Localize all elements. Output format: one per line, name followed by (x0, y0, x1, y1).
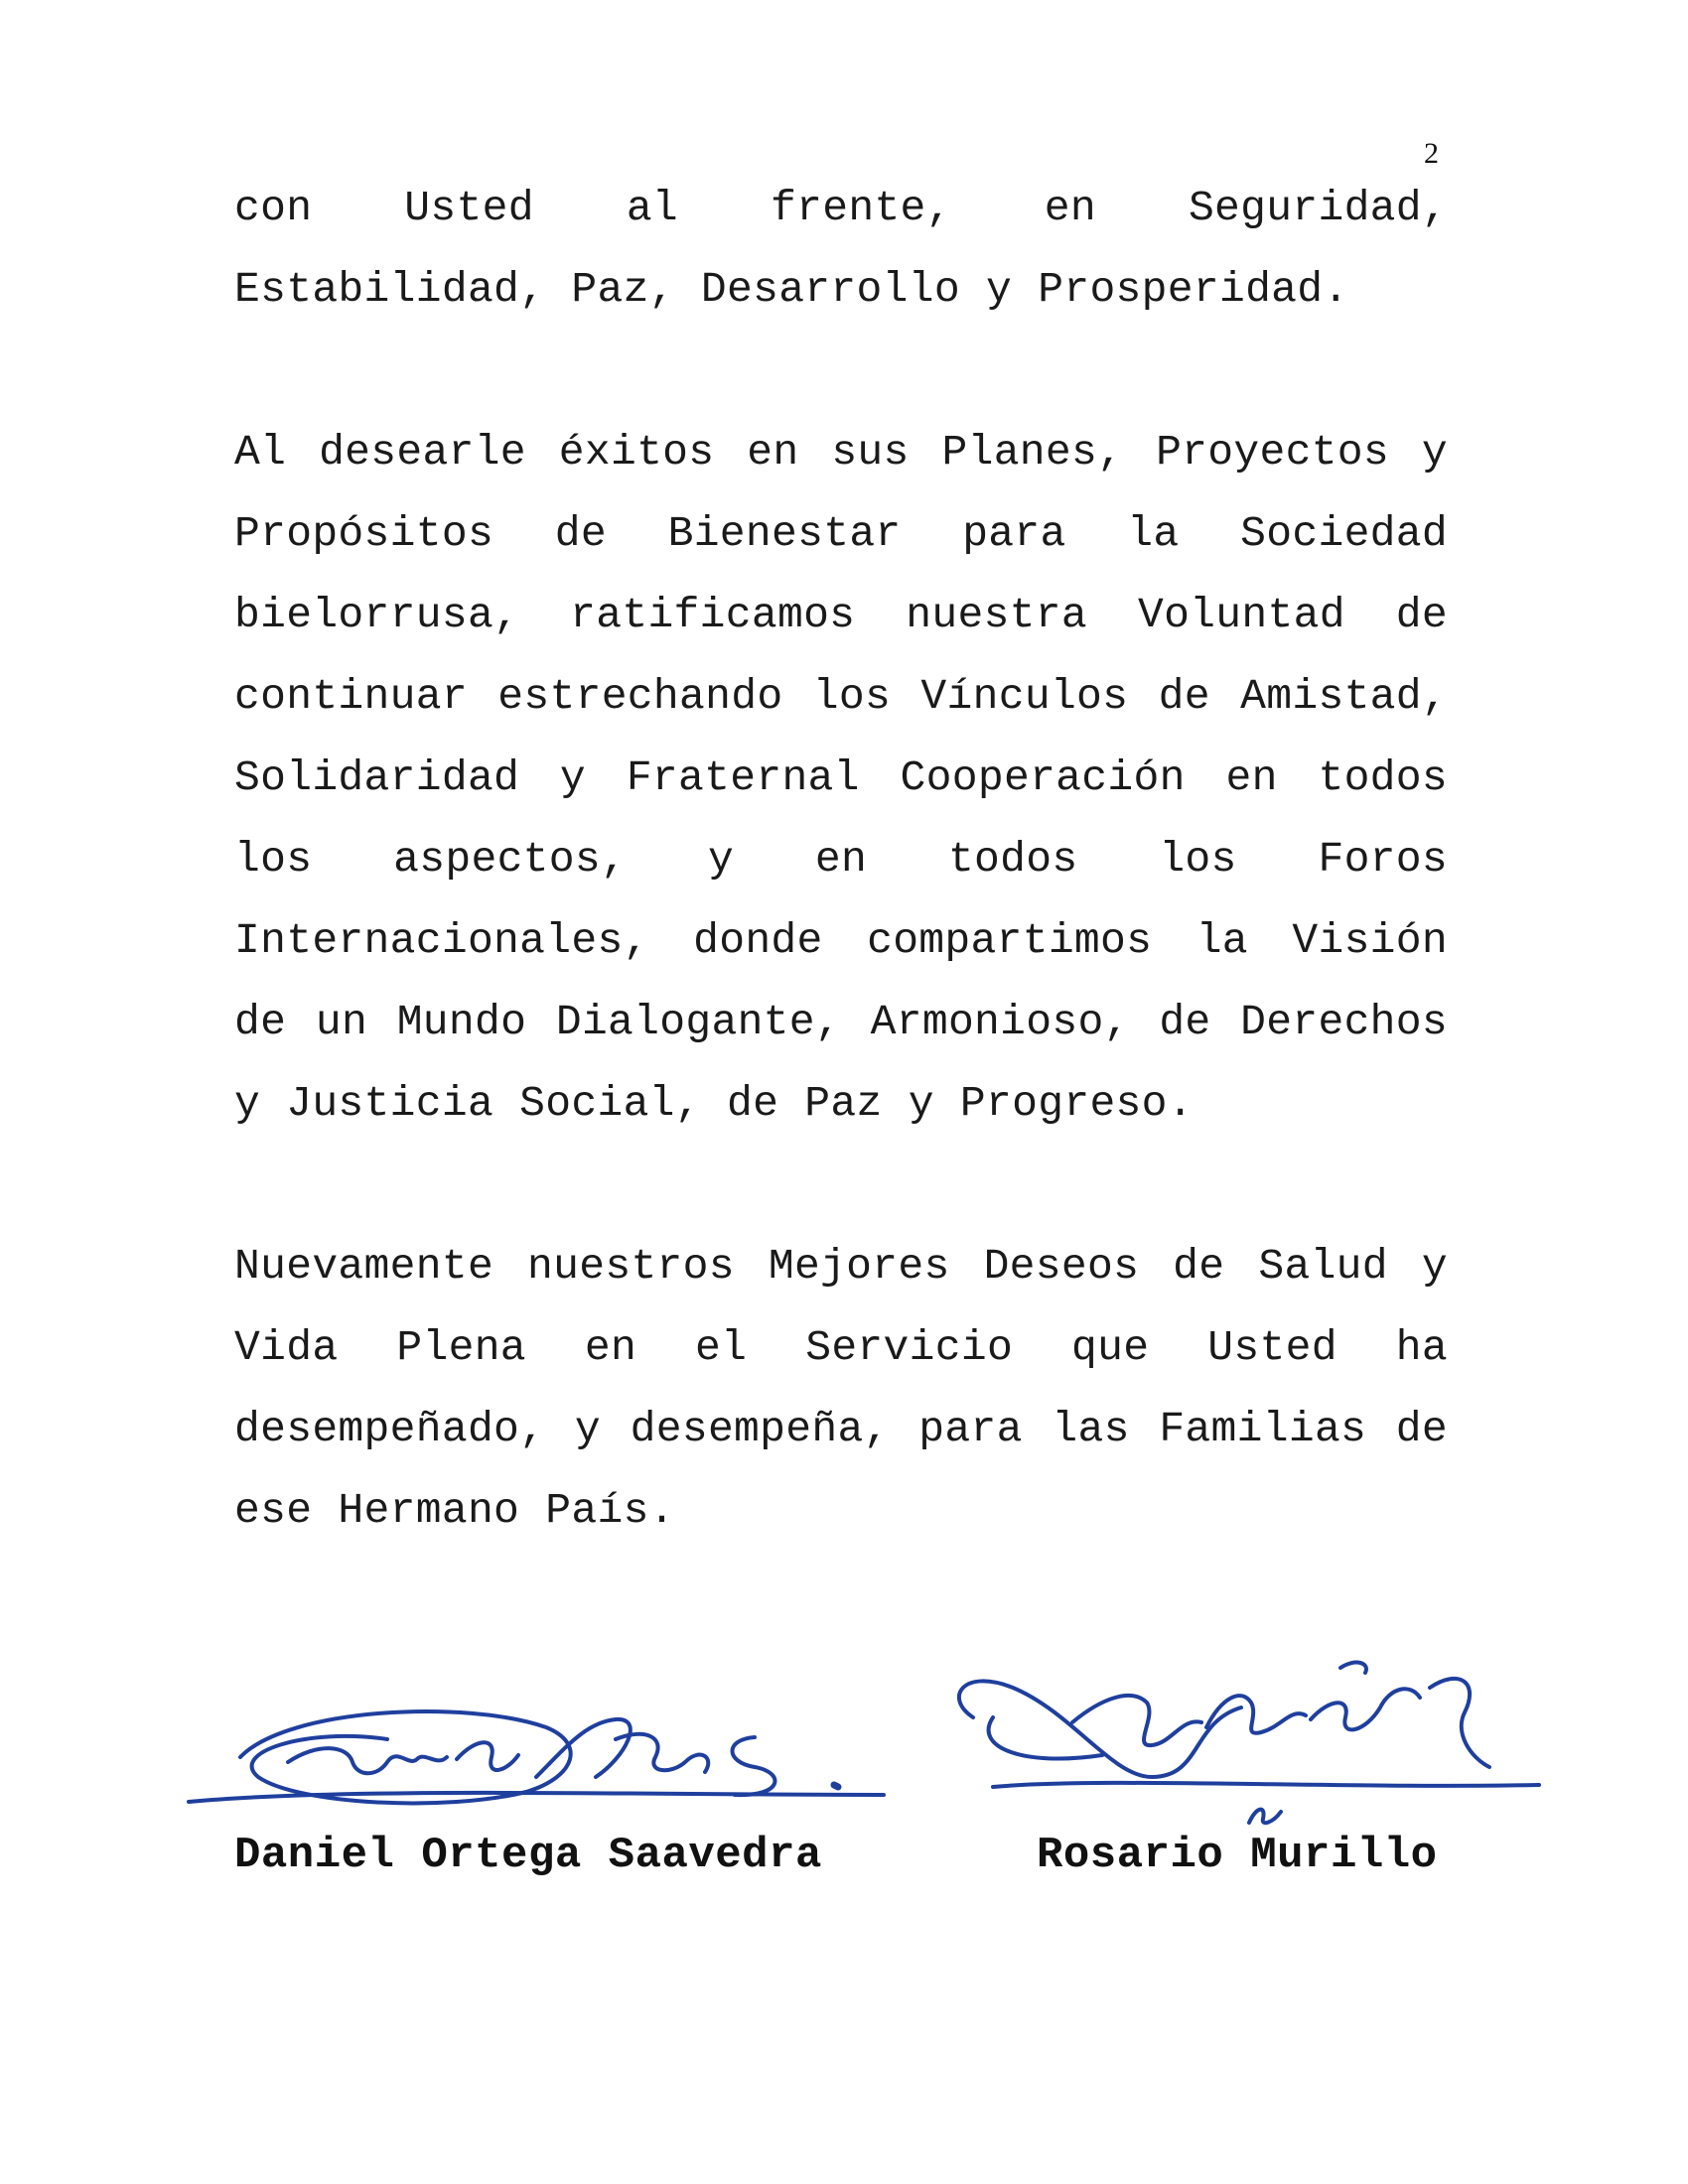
letter-body (234, 168, 1448, 1633)
signature-block (149, 1628, 1559, 1886)
signer-name-rosario-murillo: Rosario Murillo (1037, 1831, 1438, 1880)
signatures-drawing (149, 1628, 1559, 1827)
paragraph-wishes-cooperation: Al desearle éxitos en sus Planes, Proyectos y Propósitos de Bienestar para la Sociedad bielorrusa, ratificamos nuestra Voluntad de continuar estrechando los Vínculos de Amistad, Solidaridad y Fraternal Cooperación en todos los aspectos, y en todos los Foros Internacionales, donde compartimos la Visión de un Mundo Dialogante, Armonioso, de Derechos y Justicia Social, de Paz y Progreso. (234, 428, 1448, 1128)
signature-rosario-murillo (959, 1663, 1539, 1824)
paragraph-closing-context: con Usted al frente, en Seguridad, Estabilidad, Paz, Desarrollo y Prosperidad. (234, 184, 1448, 314)
signature-daniel-ortega (189, 1711, 884, 1803)
page-number: 2 (1424, 137, 1439, 170)
signer-name-daniel-ortega: Daniel Ortega Saavedra (234, 1831, 822, 1880)
paragraph-renewed-wishes: Nuevamente nuestros Mejores Deseos de Salud y Vida Plena en el Servicio que Usted ha desempeñado, y desempeña, para las Familias de ese Hermano País. (234, 1242, 1448, 1535)
